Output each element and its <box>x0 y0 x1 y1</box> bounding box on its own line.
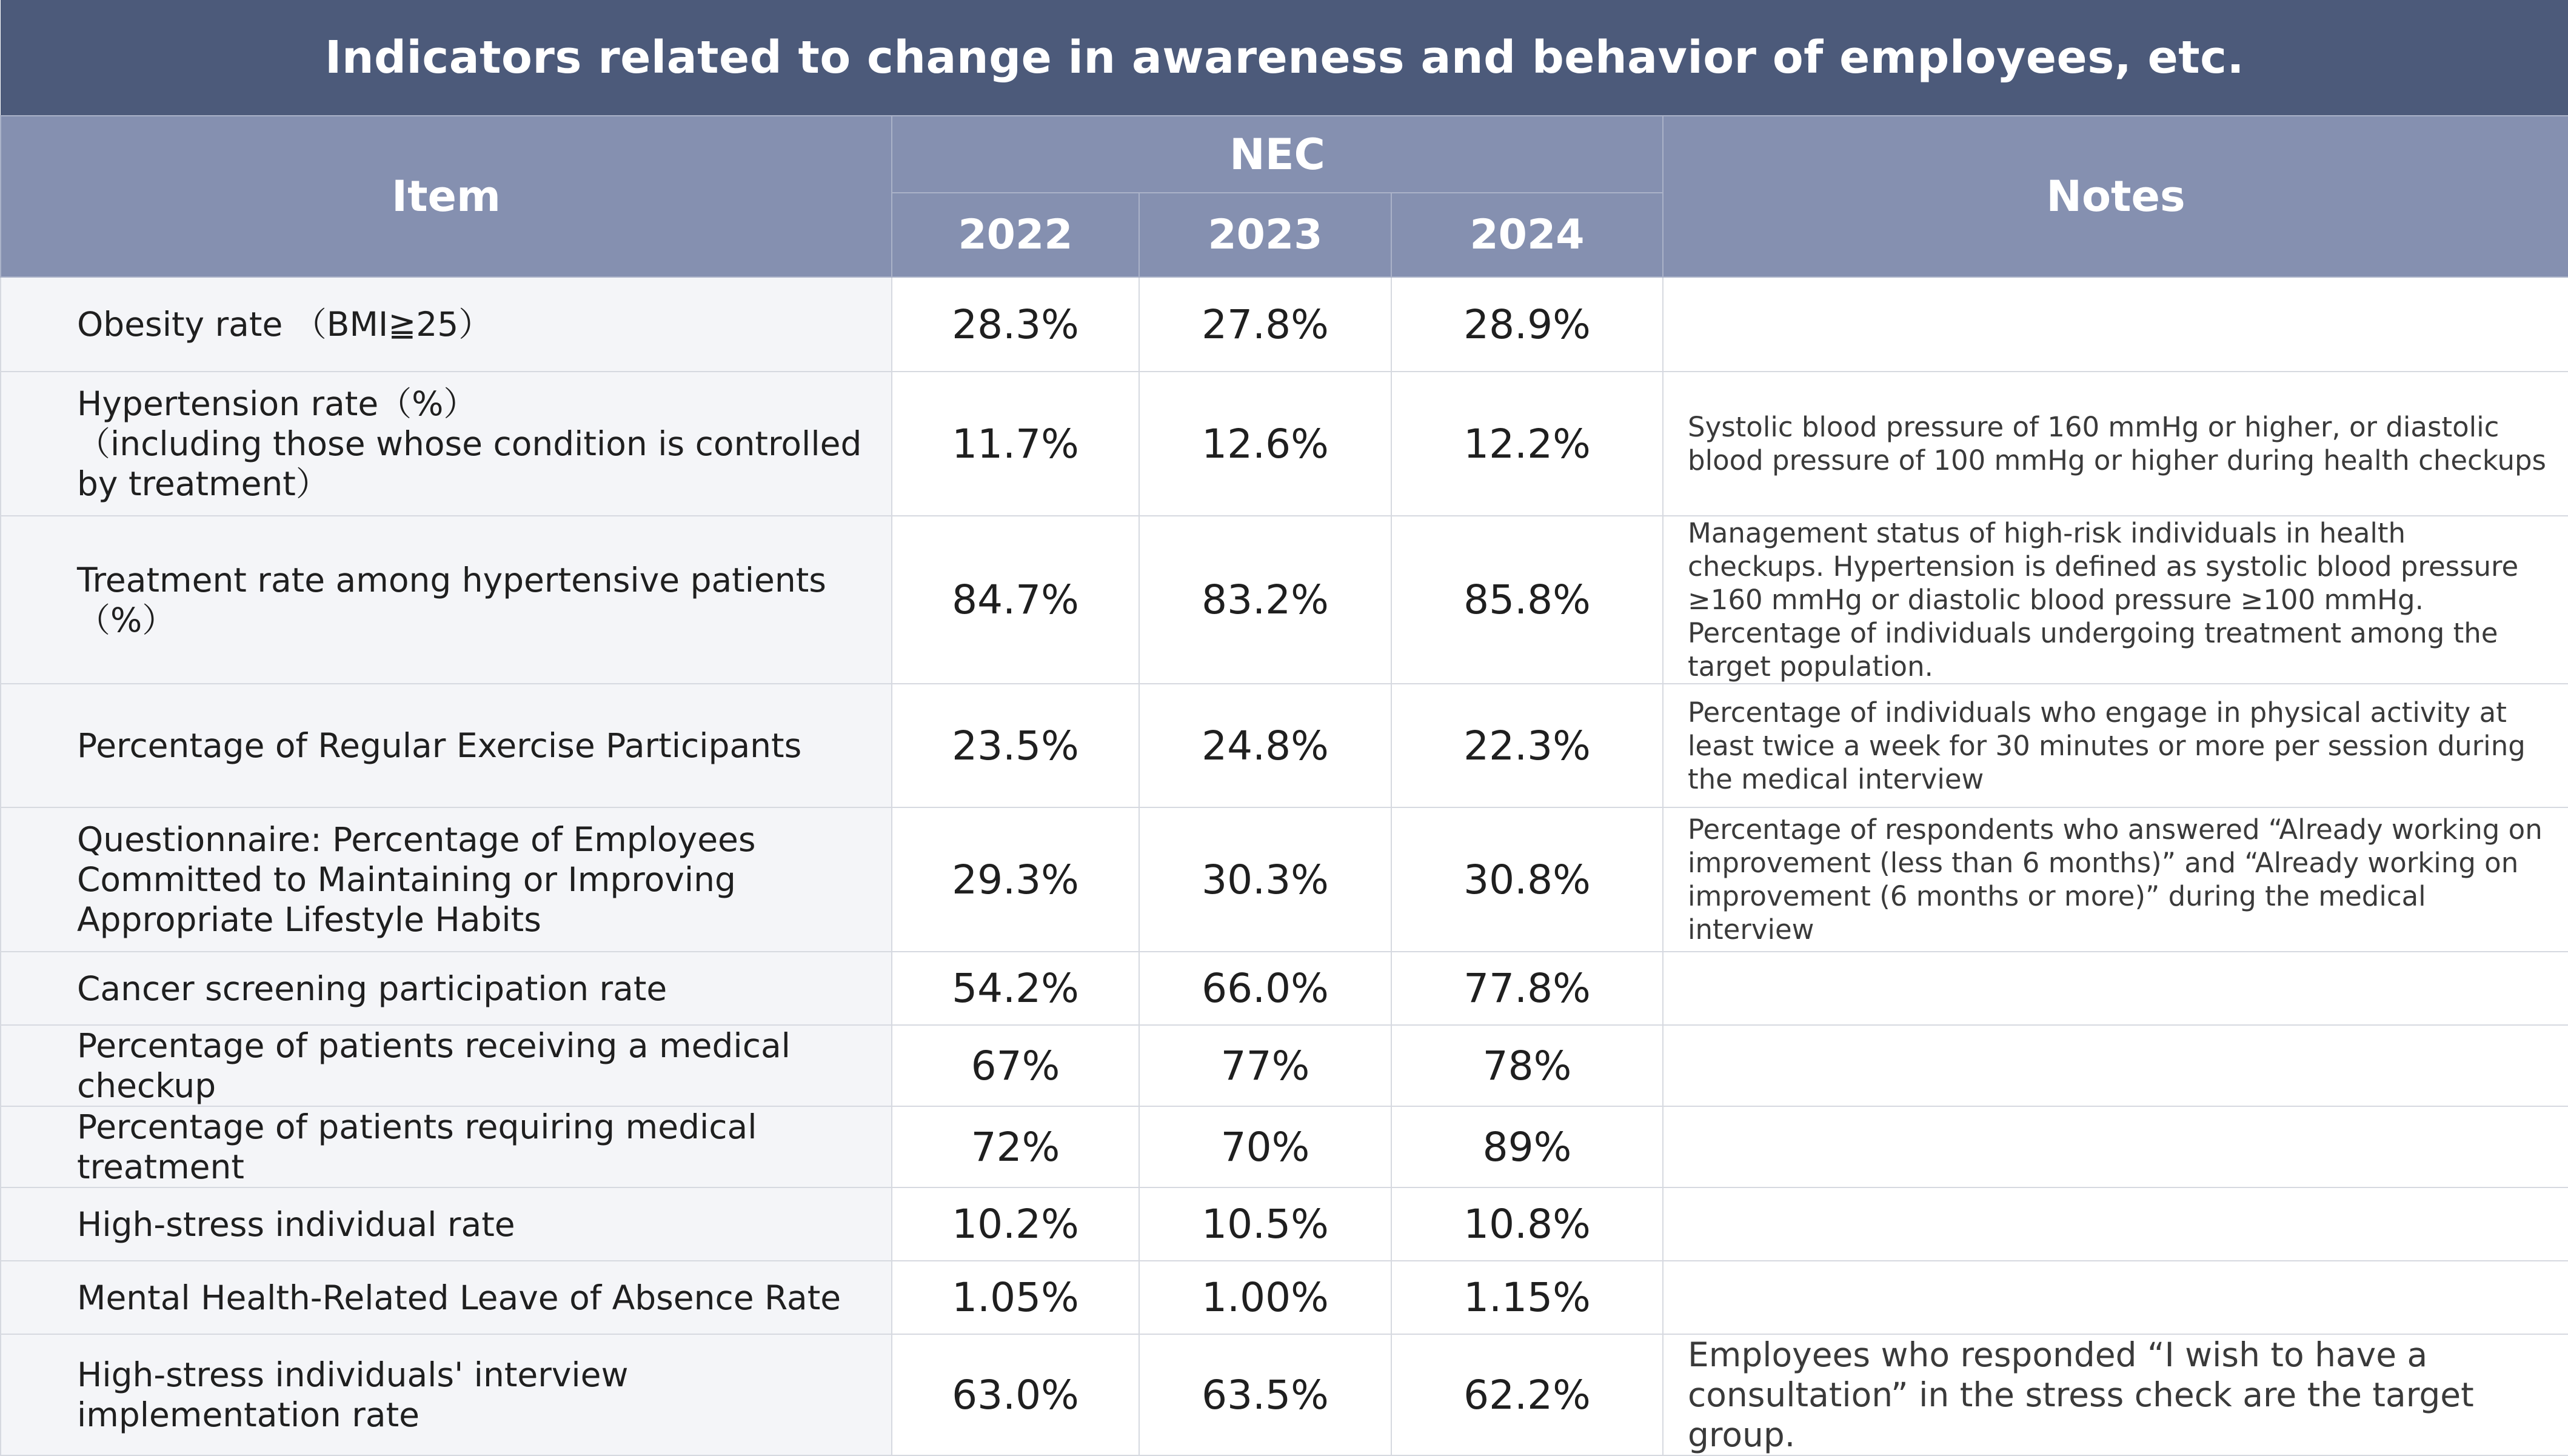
value-2022: 10.2% <box>892 1187 1139 1261</box>
value-2023: 66.0% <box>1139 952 1391 1025</box>
value-2022: 63.0% <box>892 1334 1139 1455</box>
value-2024: 12.2% <box>1391 372 1663 516</box>
row-item-label: Mental Health-Related Leave of Absence Rate <box>1 1261 892 1334</box>
value-2022: 72% <box>892 1106 1139 1187</box>
row-item-label: Obesity rate （BMI≧25） <box>1 277 892 372</box>
value-2023: 83.2% <box>1139 516 1391 684</box>
table-row <box>1 1334 2568 1455</box>
value-2024: 30.8% <box>1391 807 1663 952</box>
value-2024: 78% <box>1391 1025 1663 1106</box>
row-item-label: High-stress individual rate <box>1 1187 892 1261</box>
value-2023: 24.8% <box>1139 684 1391 807</box>
row-item-label-line: Hypertension rate（%） （including those whose condition is controlled by treatment） <box>77 384 862 503</box>
value-2023: 63.5% <box>1139 1334 1391 1455</box>
row-note: Percentage of respondents who answered “Already working on improvement (less than 6 months)” and “Already working on improvement (6 months or more)” during the medical interview <box>1663 807 2568 952</box>
row-item-label: Questionnaire: Percentage of Employees Committed to Maintaining or Improving Appropriate Lifestyle Habits <box>1 807 892 952</box>
value-2022: 11.7% <box>892 372 1139 516</box>
value-2023: 10.5% <box>1139 1187 1391 1261</box>
row-note <box>1663 277 2568 372</box>
column-group-header-nec: NEC <box>892 116 1663 193</box>
row-item-label: Cancer screening participation rate <box>1 952 892 1025</box>
row-item-label: Percentage of patients requiring medical treatment <box>1 1106 892 1187</box>
value-2023: 12.6% <box>1139 372 1391 516</box>
column-header-notes: Notes <box>1663 116 2568 277</box>
table-row <box>1 807 2568 952</box>
table-row <box>1 516 2568 684</box>
row-item-label: Percentage of patients receiving a medical checkup <box>1 1025 892 1106</box>
table-row <box>1 1025 2568 1106</box>
value-2022: 28.3% <box>892 277 1139 372</box>
value-2022: 29.3% <box>892 807 1139 952</box>
value-2022: 1.05% <box>892 1261 1139 1334</box>
value-2024: 85.8% <box>1391 516 1663 684</box>
value-2023: 27.8% <box>1139 277 1391 372</box>
value-2024: 77.8% <box>1391 952 1663 1025</box>
value-2023: 1.00% <box>1139 1261 1391 1334</box>
table-row <box>1 277 2568 372</box>
value-2023: 77% <box>1139 1025 1391 1106</box>
column-header-year-2024: 2024 <box>1391 193 1663 277</box>
value-2024: 10.8% <box>1391 1187 1663 1261</box>
table-row <box>1 1106 2568 1187</box>
row-item-label: Treatment rate among hypertensive patients（%） <box>1 516 892 684</box>
value-2024: 28.9% <box>1391 277 1663 372</box>
row-item-label: High-stress individuals' interview implementation rate <box>1 1334 892 1455</box>
row-note <box>1663 1261 2568 1334</box>
row-note <box>1663 1106 2568 1187</box>
value-2022: 23.5% <box>892 684 1139 807</box>
column-header-item: Item <box>1 116 892 277</box>
value-2024: 1.15% <box>1391 1261 1663 1334</box>
table-row <box>1 372 2568 516</box>
row-note <box>1663 1025 2568 1106</box>
column-header-year-2023: 2023 <box>1139 193 1391 277</box>
value-2022: 84.7% <box>892 516 1139 684</box>
table-row <box>1 952 2568 1025</box>
row-note: Percentage of individuals who engage in physical activity at least twice a week for 30 minutes or more per session during the medical interview <box>1663 684 2568 807</box>
value-2024: 89% <box>1391 1106 1663 1187</box>
row-note <box>1663 952 2568 1025</box>
value-2024: 22.3% <box>1391 684 1663 807</box>
table-title: Indicators related to change in awareness and behavior of employees, etc. <box>1 0 2568 116</box>
column-header-year-2022: 2022 <box>892 193 1139 277</box>
value-2023: 70% <box>1139 1106 1391 1187</box>
table-row <box>1 1187 2568 1261</box>
row-note <box>1663 1187 2568 1261</box>
row-note: Employees who responded “I wish to have a consultation” in the stress check are the target group. <box>1663 1334 2568 1455</box>
row-item-label <box>1 372 892 516</box>
value-2023: 30.3% <box>1139 807 1391 952</box>
value-2022: 54.2% <box>892 952 1139 1025</box>
table-row <box>1 684 2568 807</box>
row-note: Systolic blood pressure of 160 mmHg or higher, or diastolic blood pressure of 100 mmHg or higher during health checkups <box>1663 372 2568 516</box>
value-2024: 62.2% <box>1391 1334 1663 1455</box>
row-note: Management status of high-risk individuals in health checkups. Hypertension is defined as systolic blood pressure ≥160 mmHg or diastolic blood pressure ≥100 mmHg. Percentage of individuals undergoing treatment among the target population. <box>1663 516 2568 684</box>
row-item-label: Percentage of Regular Exercise Participants <box>1 684 892 807</box>
table-row <box>1 1261 2568 1334</box>
value-2022: 67% <box>892 1025 1139 1106</box>
